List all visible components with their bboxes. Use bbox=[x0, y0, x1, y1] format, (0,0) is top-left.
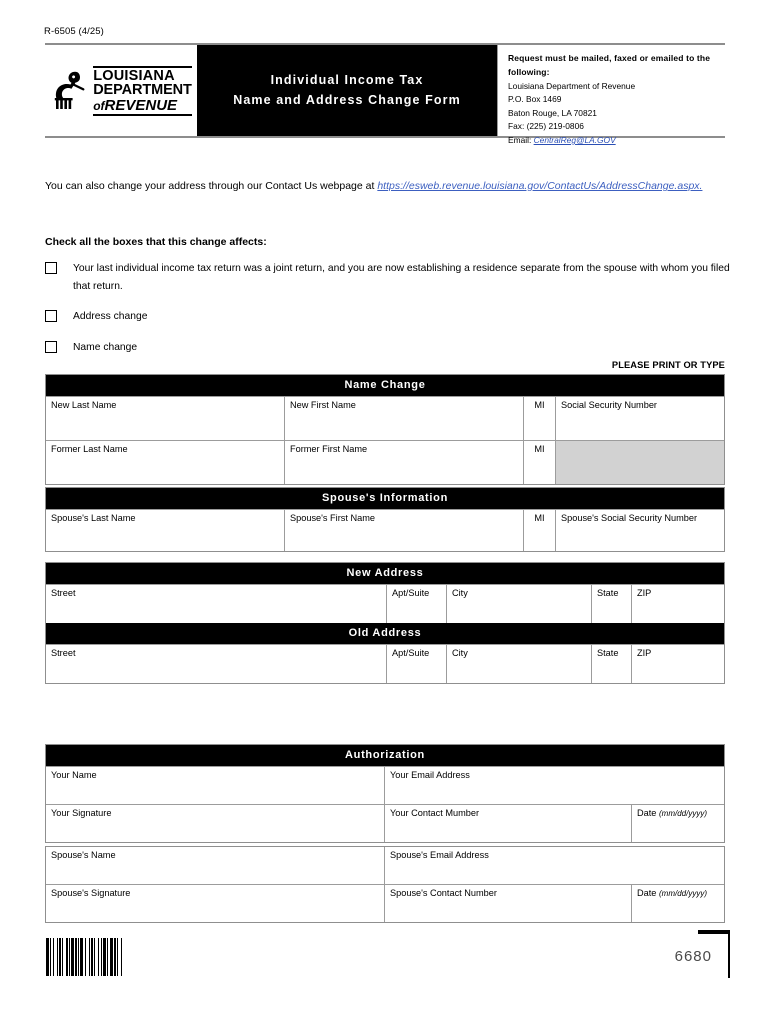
field-old-street[interactable]: Street bbox=[51, 648, 76, 659]
contact-agency: Louisiana Department of Revenue bbox=[508, 80, 636, 91]
checkbox-label-name-change: Name change bbox=[73, 342, 138, 354]
field-spouse-signature[interactable]: Spouse's Signature bbox=[51, 888, 131, 898]
contact-email-link[interactable]: CentralReg@LA.GOV bbox=[533, 134, 616, 145]
field-new-apt-suite[interactable]: Apt/Suite bbox=[386, 585, 446, 623]
field-former-last-name[interactable]: Former Last Name bbox=[51, 444, 128, 455]
checkbox-row-name-change[interactable] bbox=[45, 339, 735, 357]
field-new-state[interactable]: State bbox=[591, 585, 631, 623]
checkbox-section-heading: Check all the boxes that this change affects: bbox=[45, 236, 267, 248]
old-address-band: Old Address bbox=[46, 623, 724, 644]
field-old-state[interactable]: State bbox=[591, 645, 631, 683]
logo-revenue-text: REVENUE bbox=[104, 96, 178, 114]
form-header bbox=[45, 43, 725, 145]
field-social-security-number[interactable]: Social Security Number bbox=[555, 397, 724, 440]
spouse-information-band: Spouse's Information bbox=[46, 488, 724, 509]
logo-rule-bottom bbox=[93, 114, 192, 116]
authorization-band: Authorization bbox=[46, 745, 724, 766]
form-number: R-6505 (4/25) bbox=[44, 26, 104, 37]
logo-line-louisiana: LOUISIANA bbox=[93, 67, 175, 84]
field-old-zip[interactable]: ZIP bbox=[631, 645, 724, 683]
logo-line-department: DEPARTMENT bbox=[93, 82, 192, 98]
logo-of-text: of bbox=[93, 98, 105, 113]
new-address-band: New Address bbox=[46, 563, 724, 584]
contact-po-box: P.O. Box 1469 bbox=[508, 94, 562, 105]
field-your-contact-number[interactable]: Your Contact Mumber bbox=[384, 805, 631, 842]
contact-email-row bbox=[508, 134, 719, 148]
contact-us-link[interactable]: https://esweb.revenue.louisiana.gov/ContactUs/AddressChange.aspx. bbox=[377, 180, 703, 192]
name-change-band: Name Change bbox=[46, 375, 724, 396]
field-new-first-name[interactable]: New First Name bbox=[284, 397, 523, 440]
agency-logo bbox=[45, 45, 197, 136]
field-new-zip[interactable]: ZIP bbox=[631, 585, 724, 623]
contact-email-label: Email: bbox=[508, 134, 532, 145]
spouse-date-format: (mm/dd/yyyy) bbox=[658, 889, 707, 898]
checkbox-joint-return[interactable] bbox=[45, 262, 57, 274]
footer-form-code: 6680 bbox=[674, 948, 712, 965]
field-spouse-first-name[interactable]: Spouse's First Name bbox=[284, 510, 523, 551]
table-row bbox=[46, 509, 724, 551]
table-row bbox=[46, 847, 724, 884]
field-former-first-name[interactable]: Former First Name bbox=[284, 441, 523, 484]
spouse-authorization-section bbox=[45, 846, 725, 923]
field-old-apt-suite[interactable]: Apt/Suite bbox=[386, 645, 446, 683]
pelican-icon bbox=[54, 70, 90, 112]
table-row bbox=[46, 884, 724, 922]
field-your-email-address[interactable]: Your Email Address bbox=[384, 767, 724, 804]
field-former-mi[interactable]: MI bbox=[523, 441, 555, 484]
corner-mark-horizontal bbox=[698, 930, 730, 934]
checkbox-list bbox=[45, 260, 735, 370]
contact-instruction: Request must be mailed, faxed or emailed to the following: bbox=[508, 53, 711, 77]
checkbox-address-change[interactable] bbox=[45, 310, 57, 322]
table-row bbox=[46, 396, 724, 440]
contact-city-state-zip: Baton Rouge, LA 70821 bbox=[508, 107, 597, 118]
spouse-date-label: Date bbox=[637, 888, 657, 898]
form-title-line1: Individual Income Tax bbox=[270, 73, 424, 88]
spouse-information-section bbox=[45, 487, 725, 552]
please-print-notice: PLEASE PRINT OR TYPE bbox=[611, 360, 725, 370]
field-spouse-mi[interactable]: MI bbox=[523, 510, 555, 551]
field-new-city[interactable]: City bbox=[446, 585, 591, 623]
your-date-format: (mm/dd/yyyy) bbox=[658, 809, 707, 819]
field-spouse-date[interactable] bbox=[631, 885, 724, 922]
your-date-label: Date bbox=[637, 808, 657, 819]
table-row bbox=[46, 804, 724, 842]
field-spouse-name[interactable]: Spouse's Name bbox=[51, 850, 116, 860]
field-new-mi[interactable]: MI bbox=[523, 397, 555, 440]
field-your-signature[interactable]: Your Signature bbox=[51, 808, 112, 819]
field-spouse-contact-number[interactable]: Spouse's Contact Number bbox=[384, 885, 631, 922]
field-spouse-ssn[interactable]: Spouse's Social Security Number bbox=[555, 510, 724, 551]
barcode-image bbox=[46, 938, 123, 976]
form-title-line2: Name and Address Change Form bbox=[233, 92, 461, 107]
table-row bbox=[46, 644, 724, 683]
intro-text: You can also change your address through our Contact Us webpage at bbox=[45, 180, 378, 192]
checkbox-row-joint-return[interactable] bbox=[45, 260, 735, 295]
name-change-section bbox=[45, 374, 725, 485]
corner-registration-mark bbox=[698, 930, 730, 978]
field-spouse-email-address[interactable]: Spouse's Email Address bbox=[384, 847, 724, 884]
field-old-city[interactable]: City bbox=[446, 645, 591, 683]
field-your-date[interactable] bbox=[631, 805, 724, 842]
table-row bbox=[46, 440, 724, 484]
field-your-name[interactable]: Your Name bbox=[51, 770, 97, 781]
field-new-last-name[interactable]: New Last Name bbox=[51, 400, 117, 411]
checkbox-label-address-change: Address change bbox=[73, 311, 148, 323]
field-new-street[interactable]: Street bbox=[51, 588, 76, 599]
address-section bbox=[45, 562, 725, 684]
logo-line-revenue bbox=[93, 98, 192, 113]
field-former-ssn-shaded bbox=[555, 441, 724, 484]
corner-mark-vertical bbox=[728, 930, 730, 978]
table-row bbox=[46, 766, 724, 804]
form-title bbox=[197, 45, 497, 136]
checkbox-label-joint-return: Your last individual income tax return was a joint return, and you are now establishing a residence separate from the spouse with whom you filed that return. bbox=[73, 263, 730, 292]
authorization-section bbox=[45, 744, 725, 843]
checkbox-name-change[interactable] bbox=[45, 341, 57, 353]
checkbox-row-address-change[interactable] bbox=[45, 308, 735, 326]
contact-block bbox=[497, 45, 725, 145]
intro-paragraph bbox=[45, 178, 730, 195]
field-spouse-last-name[interactable]: Spouse's Last Name bbox=[51, 513, 136, 524]
table-row bbox=[46, 584, 724, 623]
contact-fax: Fax: (225) 219-0806 bbox=[508, 121, 584, 132]
